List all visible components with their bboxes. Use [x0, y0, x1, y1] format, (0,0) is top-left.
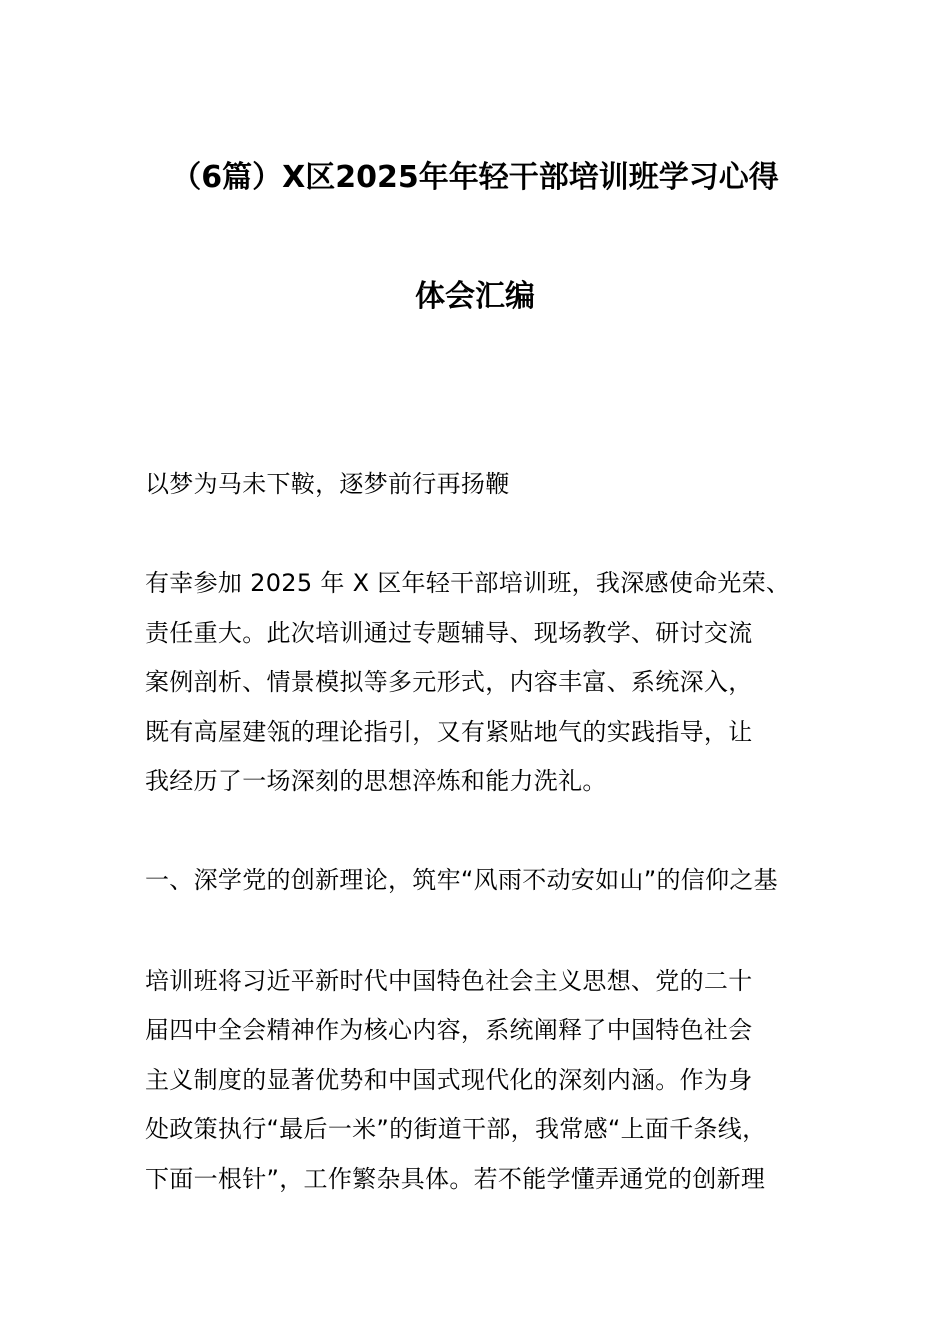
section-line: 主义制度的显著优势和中国式现代化的深刻内涵。作为身	[145, 1066, 753, 1094]
intro-line: 责任重大。此次培训通过专题辅导、现场教学、研讨交流	[145, 619, 753, 647]
document-title-line-1: （6篇）X区2025年年轻干部培训班学习心得	[171, 160, 779, 195]
intro-line: 既有高屋建瓴的理论指引，又有紧贴地气的实践指导，让	[145, 718, 753, 746]
document-title-line-2: 体会汇编	[415, 279, 535, 314]
intro-line: 我经历了一场深刻的思想淬炼和能力洗礼。	[145, 767, 607, 795]
section-heading: 一、深学党的创新理论，筑牢“风雨不动安如山”的信仰之基	[145, 866, 778, 894]
section-line: 下面一根针”，工作繁杂具体。若不能学懂弄通党的创新理	[145, 1165, 766, 1193]
section-line: 届四中全会精神作为核心内容，系统阐释了中国特色社会	[145, 1016, 753, 1044]
intro-line: 案例剖析、情景模拟等多元形式，内容丰富、系统深入，	[145, 668, 753, 696]
section-line: 处政策执行“最后一米”的街道干部，我常感“上面千条线，	[145, 1115, 767, 1143]
article-subtitle: 以梦为马未下鞍，逐梦前行再扬鞭	[145, 470, 510, 498]
intro-line: 有幸参加 2025 年 X 区年轻干部培训班，我深感使命光荣、	[145, 569, 791, 597]
section-line: 培训班将习近平新时代中国特色社会主义思想、党的二十	[145, 967, 753, 995]
